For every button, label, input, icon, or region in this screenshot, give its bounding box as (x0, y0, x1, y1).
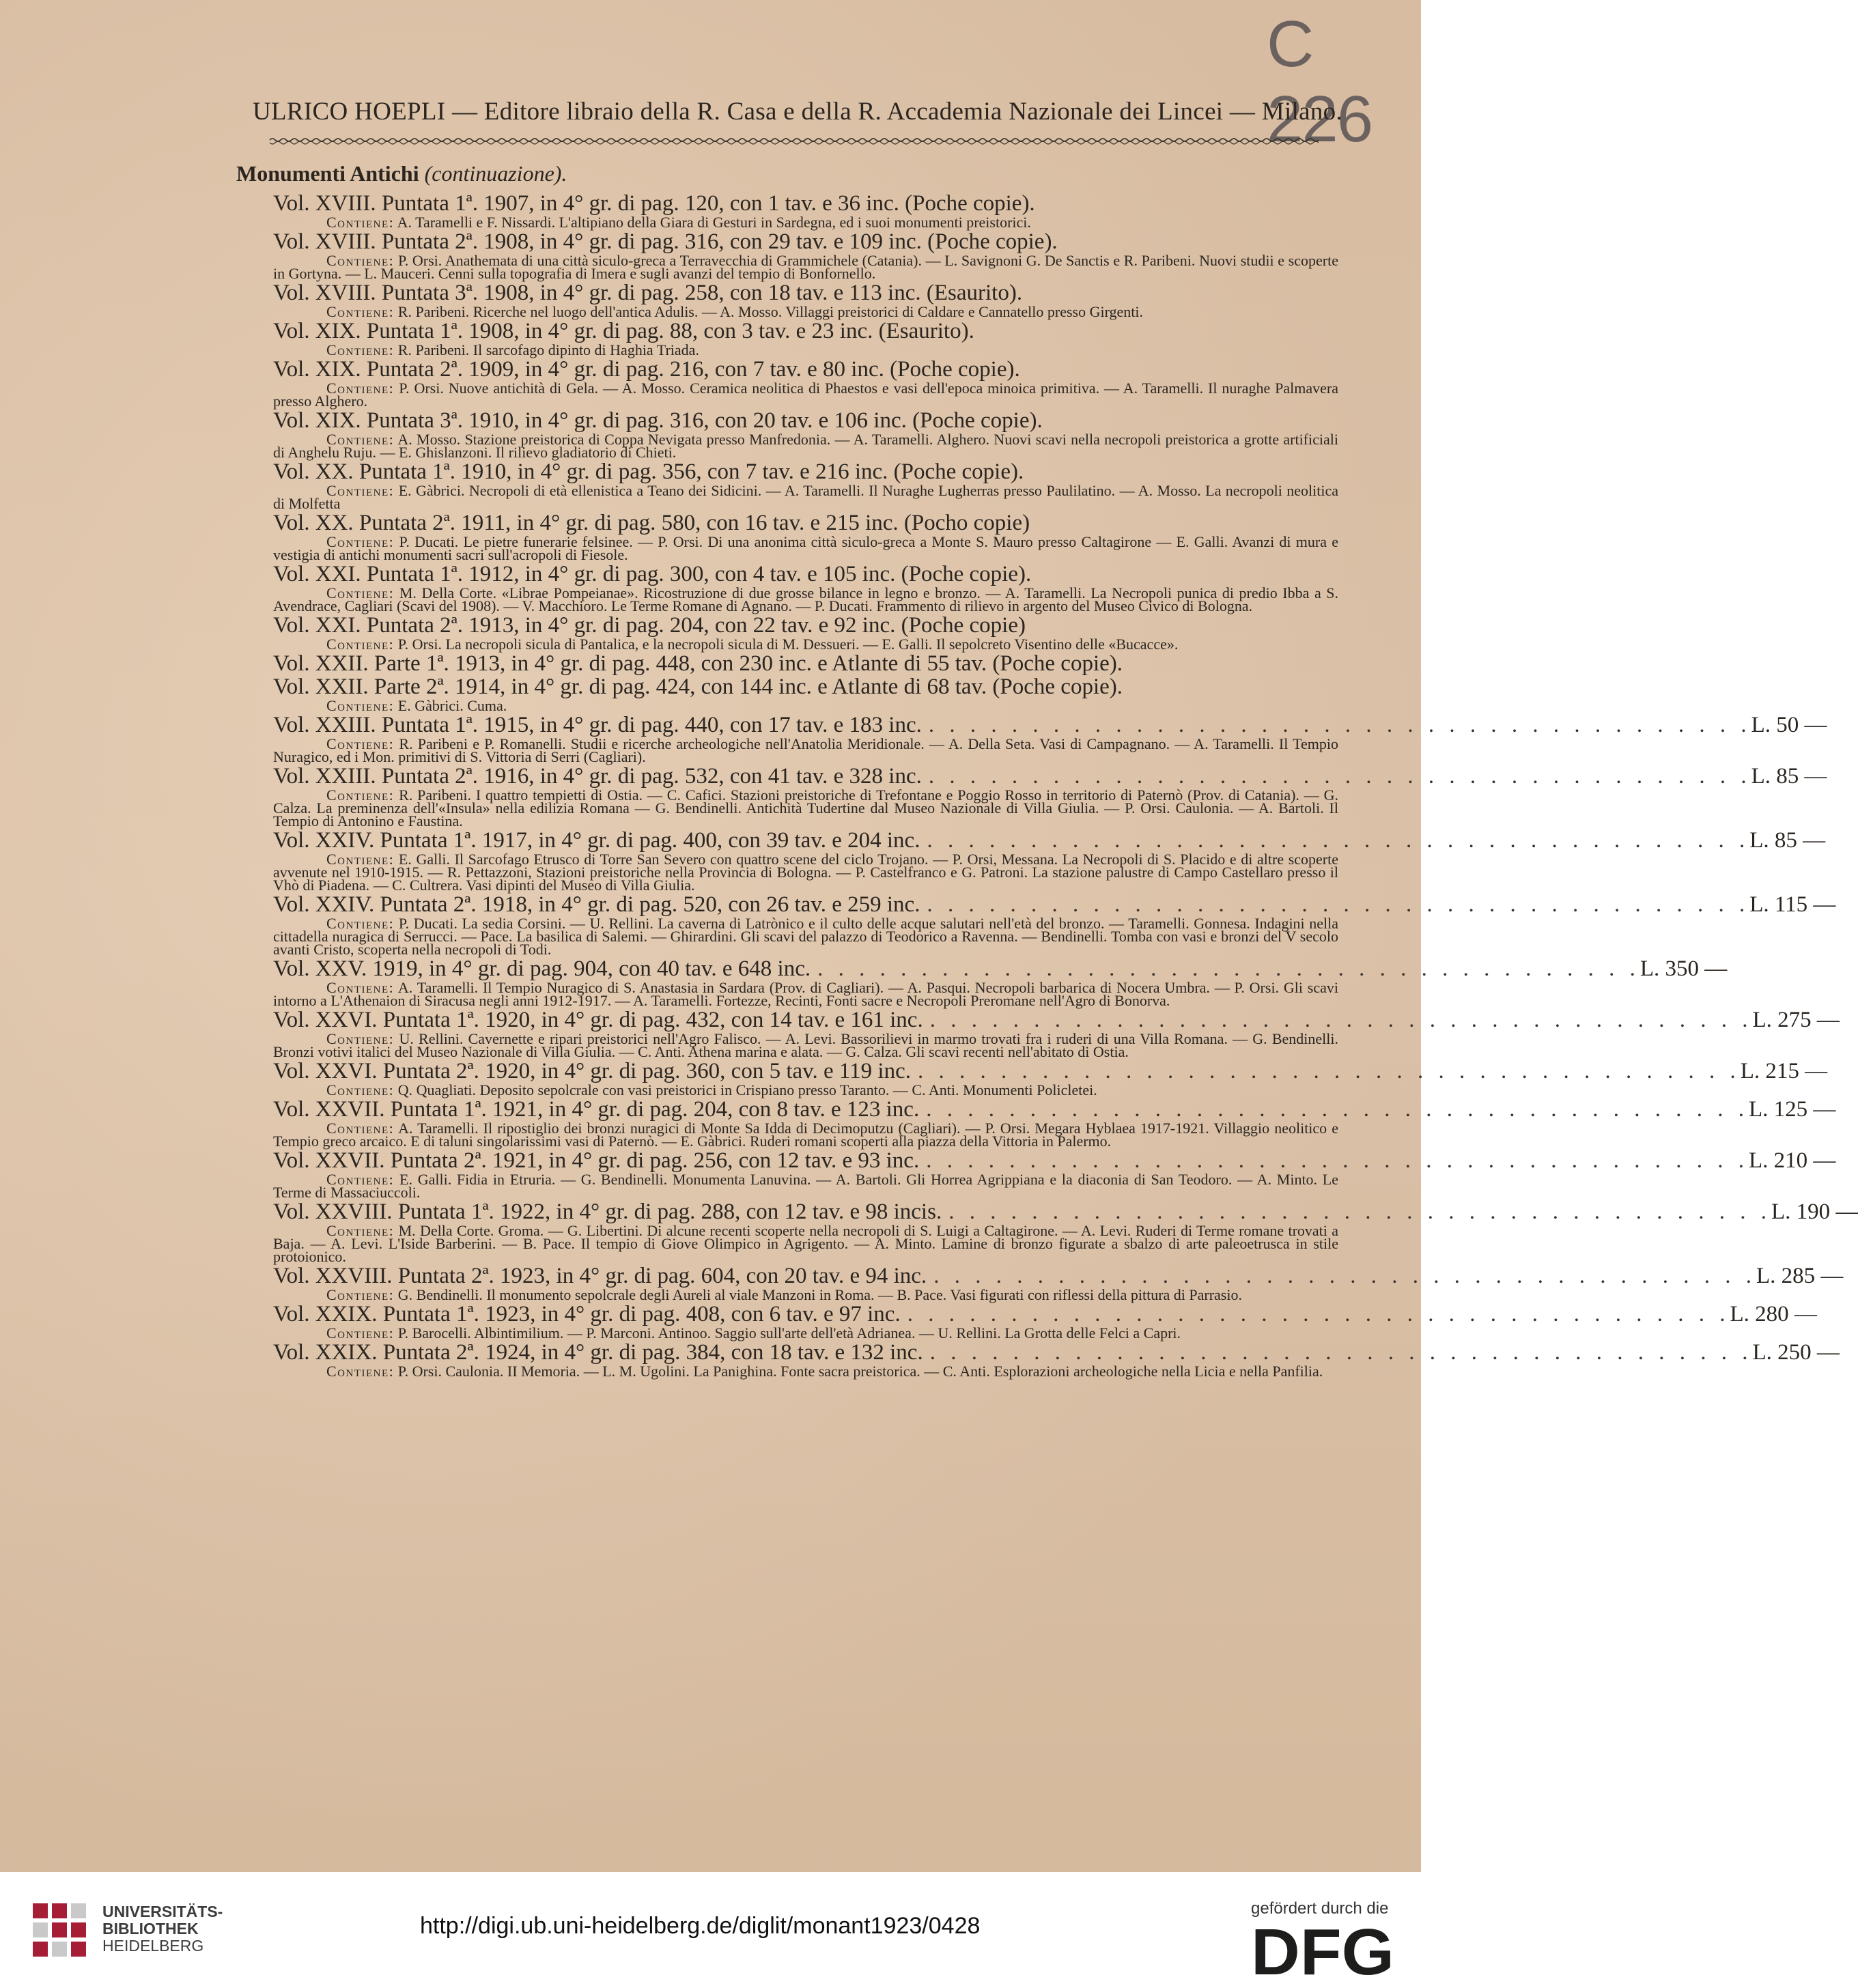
leader-dots: . . . . . . . . . . . . . . . . . . . . . . . . . . . . . . . . . . . . . . . . (817, 956, 1640, 981)
contents-text: A. Mosso. Stazione preistorica di Coppa Nevigata presso Manfredonia. — A. Taramelli. Alghero. Nuovi scavi nella necropoli preistorica a grotte artificiali di Anghelu Ruju. — E. Ghislanzoni. Il rilievo gladiatorio di Chieti. (273, 431, 1338, 461)
contents-text: G. Bendinelli. Il monumento sepolcrale degli Aureli al viale Manzoni in Roma. — B. Pace. Vasi figurati con riflessi della pittura di Parrasio. (397, 1286, 1242, 1303)
volume-listing (273, 191, 1858, 1380)
volume-price: L. 210 — (1748, 1148, 1836, 1173)
volume-heading-text: Vol. XXIX. Puntata 2ª. 1924, in 4° gr. di pag. 384, con 18 tav. e 132 inc. (273, 1340, 923, 1365)
volume-entry (273, 828, 1826, 894)
volume-entry (273, 764, 1827, 829)
volume-entry (273, 410, 1338, 459)
volume-contents (273, 254, 1338, 280)
volume-heading-text: Vol. XXIII. Puntata 1ª. 1915, in 4° gr. di pag. 440, con 17 tav. e 183 inc. (273, 713, 922, 737)
volume-heading-text: Vol. XXIV. Puntata 1ª. 1917, in 4° gr. di pag. 400, con 39 tav. e 204 inc. (273, 828, 920, 853)
contents-label: Contiene: (326, 735, 395, 752)
volume-contents (273, 917, 1338, 956)
volume-entry (273, 282, 1338, 318)
volume-heading (273, 1340, 1840, 1365)
permalink-url[interactable]: http://digi.ub.uni-heidelberg.de/diglit/monant1923/0428 (420, 1913, 981, 1939)
contents-label: Contiene: (326, 1171, 395, 1188)
volume-heading-text: Vol. XXVII. Puntata 1ª. 1921, in 4° gr. di pag. 204, con 8 tav. e 123 inc. (273, 1097, 920, 1122)
volume-contents (273, 981, 1338, 1007)
contents-label: Contiene: (326, 380, 395, 397)
volume-entry (273, 1264, 1844, 1303)
volume-heading (273, 461, 1338, 484)
volume-contents (273, 737, 1338, 763)
volume-heading-text: Vol. XVIII. Puntata 2ª. 1908, in 4° gr. di pag. 316, con 29 tav. e 109 inc. (Poche copie). (273, 229, 1058, 254)
volume-heading-text: Vol. XXI. Puntata 2ª. 1913, in 4° gr. di pag. 204, con 22 tav. e 92 inc. (Poche copie) (273, 613, 1026, 638)
contents-label: Contiene: (326, 431, 395, 448)
volume-contents (273, 484, 1338, 510)
contents-label: Contiene: (326, 303, 395, 320)
volume-contents (273, 1032, 1338, 1058)
contents-label: Contiene: (326, 697, 395, 714)
leader-dots: . . . . . . . . . . . . . . . . . . . . . . . . . . . . . . . . . . . . . . . . (929, 1340, 1753, 1365)
volume-contents (273, 1326, 1338, 1339)
contents-text: P. Orsi. Caulonia. II Memoria. — L. M. Ugolini. La Panighina. Fonte sacra preistorica. — C. Anti. Esplorazioni archeologiche nella Licia e nella Panfilia. (397, 1363, 1323, 1380)
leader-dots: . . . . . . . . . . . . . . . . . . . . . . . . . . . . . . . . . . . . . . . . (926, 1097, 1749, 1122)
leader-dots: . . . . . . . . . . . . . . . . . . . . . . . . . . . . . . . . . . . . . . . . (928, 764, 1751, 789)
volume-entry (273, 512, 1338, 561)
volume-heading-text: Vol. XX. Puntata 2ª. 1911, in 4° gr. di pag. 580, con 16 tav. e 215 inc. (Pocho copie) (273, 511, 1030, 535)
volume-contents (273, 343, 1338, 356)
volume-heading-text: Vol. XXI. Puntata 1ª. 1912, in 4° gr. di pag. 300, con 4 tav. e 105 inc. (Poche copie). (273, 562, 1032, 586)
volume-heading-text: Vol. XIX. Puntata 1ª. 1908, in 4° gr. di pag. 88, con 3 tav. e 23 inc. (Esaurito). (273, 319, 974, 343)
leader-dots: . . . . . . . . . . . . . . . . . . . . . . . . . . . . . . . . . . . . . . . . (927, 892, 1750, 917)
contents-label: Contiene: (326, 341, 395, 358)
volume-heading (273, 1059, 1828, 1083)
contents-label: Contiene: (326, 1363, 395, 1380)
volume-contents (273, 1224, 1338, 1263)
contents-label: Contiene: (326, 636, 395, 653)
volume-entry (273, 193, 1338, 229)
volume-entry (273, 358, 1338, 408)
volume-entry (273, 1097, 1836, 1150)
volume-heading (273, 828, 1826, 853)
volume-heading (273, 713, 1827, 737)
volume-entry (273, 1148, 1836, 1201)
contents-text: P. Orsi. Nuove antichità di Gela. — A. Mosso. Ceramica neolitica di Phaestos e vasi dell'epoca minoica primitiva. — A. Taramelli. Il nuraghe Palmavera presso Alghero. (273, 380, 1339, 410)
volume-contents (273, 1365, 1338, 1378)
contents-label: Contiene: (326, 915, 395, 932)
volume-price: L. 285 — (1756, 1264, 1844, 1288)
contents-label: Contiene: (326, 584, 395, 601)
volume-contents (273, 1083, 1338, 1096)
volume-heading (273, 1199, 1858, 1224)
volume-entry (273, 1008, 1840, 1060)
volume-heading-text: Vol. XXVI. Puntata 2ª. 1920, in 4° gr. di pag. 360, con 5 tav. e 119 inc. (273, 1059, 911, 1083)
contents-text: A. Taramelli e F. Nissardi. L'altipiano della Giara di Gesturi in Sardegna, ed i suoi monumenti preistorici. (397, 214, 1031, 231)
section-title (236, 161, 567, 186)
volume-price: L. 125 — (1748, 1097, 1836, 1122)
funder-label: gefördert durch die (1251, 1899, 1389, 1918)
volume-heading-text: Vol. XXV. 1919, in 4° gr. di pag. 904, con 40 tav. e 648 inc. (273, 956, 811, 981)
volume-heading (273, 410, 1338, 433)
contents-text: P. Barocelli. Albintimilium. — P. Marconi. Antinoo. Saggio sull'arte dell'età Adrianea. — U. Rellini. La Grotta delle Felci a Capri. (397, 1324, 1181, 1341)
volume-price: L. 250 — (1752, 1340, 1840, 1365)
dfg-logo-text: DFG (1251, 1916, 1394, 1988)
volume-contents (273, 535, 1338, 561)
volume-heading (273, 614, 1338, 638)
volume-entry (273, 713, 1827, 765)
volume-price: L. 85 — (1749, 828, 1826, 853)
publisher-header: ULRICO HOEPLI — Editore libraio della R. Casa e della R. Accademia Nazionale dei Lincei — Milano. (253, 98, 1343, 126)
volume-heading (273, 193, 1338, 216)
library-name-line: UNIVERSITÄTS- (102, 1903, 223, 1920)
volume-contents (273, 1122, 1338, 1148)
contents-label: Contiene: (326, 851, 395, 868)
volume-heading-text: Vol. XXIX. Puntata 1ª. 1923, in 4° gr. di pag. 408, con 6 tav. e 97 inc. (273, 1302, 901, 1326)
dfg-logo-icon[interactable] (1251, 1916, 1401, 1988)
leader-dots: . . . . . . . . . . . . . . . . . . . . . . . . . . . . . . . . . . . . . . . . (929, 1008, 1753, 1032)
contents-label: Contiene: (326, 1120, 395, 1137)
leader-dots: . . . . . . . . . . . . . . . . . . . . . . . . . . . . . . . . . . . . . . . . (933, 1264, 1756, 1288)
volume-heading (273, 1097, 1836, 1122)
library-name (102, 1903, 223, 1955)
library-name-line: HEIDELBERG (102, 1937, 204, 1955)
contents-label: Contiene: (326, 1222, 395, 1239)
contents-text: A. Taramelli. Il Tempio Nuragico di S. Anastasia in Sardara (Prov. di Cagliari). — A. Pasqui. Necropoli barbarica di Nocera Umbra. — P. Orsi. Gli scavi intorno a L'Athenaion di Siracusa negli anni 1912-1917. — A. Taramelli. Fortezze, Recinti, Fonti sacre e Necropoli Preromane nell'Agro di Bonorva. (273, 979, 1338, 1009)
volume-entry (273, 956, 1728, 1009)
volume-price: L. 215 — (1740, 1059, 1828, 1083)
contents-text: E. Gàbrici. Necropoli di età ellenistica a Teano dei Sidicini. — A. Taramelli. Il Nuraghe Lugherras presso Paulilatino. — A. Mosso. La necropoli neolitica di Molfetta (273, 482, 1338, 512)
volume-heading (273, 512, 1338, 535)
volume-heading-text: Vol. XXVI. Puntata 1ª. 1920, in 4° gr. di pag. 432, con 14 tav. e 161 inc. (273, 1008, 923, 1032)
volume-heading-text: Vol. XX. Puntata 1ª. 1910, in 4° gr. di pag. 356, con 7 tav. e 216 inc. (Poche copie). (273, 459, 1024, 484)
volume-price: L. 190 — (1771, 1199, 1858, 1224)
contents-text: R. Paribeni e P. Romanelli. Studii e ricerche archeologiche nell'Anatolia Meridionale. — A. Della Seta. Vasi di Campagnano. — A. Taramelli. Il Tempio Nuragico, ed i Mon. primitivi di S. Vittoria di Serri (Cagliari). (273, 735, 1338, 765)
volume-entry (273, 1340, 1840, 1380)
contents-text: E. Galli. Il Sarcofago Etrusco di Torre San Severo con quattro scene del ciclo Trojano. — P. Orsi, Messana. La Necropoli di S. Placido e di altre scoperte avvenute nel 1910-1915. — R. Pettazzoni, Stazioni preistoriche nella Provincia di Bologna. — P. Castelfranco e G. Patroni. La stazione palustre di Campo Castellaro presso il Vhò di Piadena. — C. Cultrera. Vasi dipinti del Museo di Villa Giulia. (273, 851, 1338, 894)
contents-label: Contiene: (326, 252, 395, 269)
contents-text: P. Ducati. Le pietre funerarie felsinee. — P. Orsi. Di una anonima città siculo-greca a Monte S. Mauro presso Caltagirone — E. Galli. Avanzi di mura e vestigia di antichi monumenti sacri sull'acropoli di Fiesole. (273, 533, 1338, 563)
volume-heading (273, 231, 1338, 254)
leader-dots: . . . . . . . . . . . . . . . . . . . . . . . . . . . . . . . . . . . . . . . . (926, 1148, 1749, 1173)
contents-text: R. Paribeni. Ricerche nel luogo dell'antica Adulis. — A. Mosso. Villaggi preistorici di Caldare e Cannatello presso Girgenti. (397, 303, 1144, 320)
leader-dots: . . . . . . . . . . . . . . . . . . . . . . . . . . . . . . . . . . . . . . . . (928, 713, 1751, 737)
volume-contents (273, 433, 1338, 459)
ub-heidelberg-logo-icon[interactable] (30, 1901, 89, 1959)
contents-text: U. Rellini. Cavernette e ripari preistorici nell'Agro Falisco. — A. Levi. Bassorilievi in marmo trovati fra i ruderi di una Villa Romana. — G. Bendinelli. Bronzi votivi italici del Museo Nazionale di Villa Giulia. — C. Anti. Athena marina e alata. — G. Calza. Gli scavi recenti nell'abitato di Ostia. (273, 1030, 1339, 1060)
contents-label: Contiene: (326, 1286, 395, 1303)
decorative-wavy-rule (270, 137, 1318, 146)
contents-text: E. Galli. Fidia in Etruria. — G. Bendinelli. Monumenta Lanuvina. — A. Bartoli. Gli Horrea Agrippiana e la diaconia di San Teodoro. — A. Minto. Le Terme di Massaciuccoli. (273, 1171, 1339, 1201)
volume-heading (273, 1008, 1840, 1032)
volume-heading-text: Vol. XXIII. Puntata 2ª. 1916, in 4° gr. di pag. 532, con 41 tav. e 328 inc. (273, 764, 922, 789)
volume-entry (273, 231, 1338, 280)
volume-contents (273, 382, 1338, 408)
section-subtitle: (continuazione). (424, 161, 567, 186)
leader-dots: . . . . . . . . . . . . . . . . . . . . . . . . . . . . . . . . . . . . . . . . (907, 1302, 1730, 1326)
leader-dots: . . . . . . . . . . . . . . . . . . . . . . . . . . . . . . . . . . . . . . . . (948, 1199, 1771, 1224)
volume-entry (273, 653, 1338, 676)
volume-heading (273, 320, 1338, 343)
volume-heading (273, 282, 1338, 305)
volume-price: L. 280 — (1730, 1302, 1817, 1326)
volume-contents (273, 786, 1338, 829)
volume-entry (273, 1199, 1858, 1265)
volume-heading (273, 1302, 1817, 1326)
contents-label: Contiene: (326, 786, 395, 804)
volume-heading (273, 956, 1728, 981)
volume-contents (273, 1173, 1338, 1199)
volume-heading (273, 563, 1338, 586)
leader-dots: . . . . . . . . . . . . . . . . . . . . . . . . . . . . . . . . . . . . . . . . (917, 1059, 1741, 1083)
volume-heading (273, 676, 1338, 699)
volume-price: L. 115 — (1749, 892, 1836, 917)
volume-contents (273, 216, 1338, 229)
contents-label: Contiene: (326, 979, 395, 996)
volume-heading-text: Vol. XIX. Puntata 2ª. 1909, in 4° gr. di pag. 216, con 7 tav. e 80 inc. (Poche copie). (273, 357, 1020, 382)
volume-heading-text: Vol. XXII. Parte 1ª. 1913, in 4° gr. di pag. 448, con 230 inc. e Atlante di 55 tav. (Poche copie). (273, 651, 1123, 676)
volume-price: L. 275 — (1752, 1008, 1840, 1032)
volume-heading-text: Vol. XVIII. Puntata 1ª. 1907, in 4° gr. di pag. 120, con 1 tav. e 36 inc. (Poche copie). (273, 191, 1035, 216)
handwritten-annotation: C 226 (1267, 8, 1373, 156)
volume-entry (273, 461, 1338, 510)
volume-contents (273, 638, 1338, 651)
contents-label: Contiene: (326, 1081, 395, 1098)
volume-price: L. 350 — (1639, 956, 1728, 981)
contents-text: R. Paribeni. Il sarcofago dipinto di Haghia Triada. (397, 341, 699, 358)
leader-dots: . . . . . . . . . . . . . . . . . . . . . . . . . . . . . . . . . . . . . . . . (927, 828, 1750, 853)
section-title-text: Monumenti Antichi (236, 161, 419, 186)
volume-contents (273, 699, 1338, 712)
volume-heading-text: Vol. XXII. Parte 2ª. 1914, in 4° gr. di pag. 424, con 144 inc. e Atlante di 68 tav. (Poche copie). (273, 674, 1123, 699)
volume-contents (273, 1288, 1338, 1301)
volume-heading-text: Vol. XVIII. Puntata 3ª. 1908, in 4° gr. di pag. 258, con 18 tav. e 113 inc. (Esaurito). (273, 281, 1023, 305)
contents-text: P. Orsi. La necropoli sicula di Pantalica, e la necropoli sicula di M. Dessueri. — E. Galli. Il sepolcreto Visentino delle «Bucacce». (397, 636, 1179, 653)
volume-heading-text: Vol. XIX. Puntata 3ª. 1910, in 4° gr. di pag. 316, con 20 tav. e 106 inc. (Poche copie). (273, 408, 1043, 433)
contents-label: Contiene: (326, 533, 395, 550)
contents-label: Contiene: (326, 482, 395, 499)
volume-price: L. 85 — (1751, 764, 1827, 789)
contents-text: M. Della Corte. Groma. — G. Libertini. Di alcune recenti scoperte nella necropoli di S. Luigi a Caltagirone. — A. Levi. Ruderi di Terme romane trovati a Baja. — A. Levi. L'Iside Barberini. — B. Pace. Il tempio di Giove Olimpico in Agrigento. — A. Minto. Lamine di bronzo figurate a sbalzo di arte paleoetrusca in stile protoionico. (273, 1222, 1338, 1265)
volume-heading-text: Vol. XXVII. Puntata 2ª. 1921, in 4° gr. di pag. 256, con 12 tav. e 93 inc. (273, 1148, 920, 1173)
footer-bar (0, 1872, 1421, 1988)
contents-label: Contiene: (326, 214, 395, 231)
contents-text: E. Gàbrici. Cuma. (397, 697, 507, 714)
volume-entry (273, 563, 1338, 612)
contents-text: Q. Quagliati. Deposito sepolcrale con vasi preistorici in Crispiano presso Taranto. — C. Anti. Monumenti Policletei. (397, 1081, 1097, 1098)
volume-heading (273, 1148, 1836, 1173)
volume-heading (273, 653, 1338, 676)
volume-entry (273, 892, 1836, 958)
volume-entry (273, 320, 1338, 356)
volume-heading-text: Vol. XXVIII. Puntata 1ª. 1922, in 4° gr. di pag. 288, con 12 tav. e 98 incis. (273, 1199, 942, 1224)
volume-heading (273, 358, 1338, 382)
contents-label: Contiene: (326, 1030, 395, 1047)
volume-contents (273, 853, 1338, 892)
volume-heading-text: Vol. XXVIII. Puntata 2ª. 1923, in 4° gr. di pag. 604, con 20 tav. e 94 inc. (273, 1264, 927, 1288)
library-name-line: BIBLIOTHEK (102, 1920, 199, 1937)
volume-heading (273, 764, 1827, 789)
volume-entry (273, 676, 1338, 712)
volume-entry (273, 1059, 1828, 1098)
contents-text: R. Paribeni. I quattro tempietti di Ostia. — C. Cafici. Stazioni preistoriche di Trefontane e Poggio Rosso in territorio di Paternò (Prov. di Catania). — G. Calza. La preminenza dell'«Insula» nella edilizia Romana — G. Bendinelli. Antichità Tudertine dal Museo Nazionale di Villa Giulia. — P. Orsi. Caulonia. — A. Bartoli. Il Tempio di Antonino e Faustina. (273, 786, 1338, 829)
volume-heading-text: Vol. XXIV. Puntata 2ª. 1918, in 4° gr. di pag. 520, con 26 tav. e 259 inc. (273, 892, 920, 917)
contents-label: Contiene: (326, 1324, 395, 1341)
contents-text: A. Taramelli. Il ripostiglio dei bronzi nuragici di Monte Sa Idda di Decimoputzu (Cagliari). — P. Orsi. Megara Hyblaea 1917-1921. Villaggio neolitico e Tempio greco arcaico. E di taluni singolarissimi vasi di Paternò. — E. Gàbrici. Ruderi romani scoperti alla piazza della Vittoria in Palermo. (273, 1120, 1338, 1150)
volume-contents (273, 586, 1338, 612)
volume-contents (273, 305, 1338, 318)
contents-text: P. Orsi. Anathemata di una città siculo-greca a Terravecchia di Grammichele (Catania). — L. Savignoni G. De Sanctis e R. Paribeni. Nuovi studii e scoperte in Gortyna. — L. Mauceri. Cenni sulla topografia di Imera e sugli avanzi del tempio di Bonfornello. (273, 252, 1339, 282)
volume-heading (273, 1264, 1844, 1288)
volume-price: L. 50 — (1751, 713, 1827, 737)
volume-heading (273, 892, 1836, 917)
contents-text: M. Della Corte. «Librae Pompeianae». Ricostruzione di due grosse bilance in legno e bronzo. — A. Taramelli. La Necropoli punica di predio Ibba a S. Avendrace, Cagliari (Scavi del 1908). — V. Macchioro. Le Terme Romane di Agnano. — P. Ducati. Frammento di rilievo in argento del Museo Civico di Bologna. (273, 584, 1339, 614)
contents-text: P. Ducati. La sedia Corsini. — U. Rellini. La caverna di Latrònico e il culto delle acque salutari nell'età del bronzo. — Taramelli. Gonnesa. Indagini nella cittadella nuragica di Serrucci. — Pace. La basilica di Salemi. — Ghirardini. Gli scavi del palazzo di Teodorico a Ravenna. — Bendinelli. Tomba con vasi e bronzi del V secolo avanti Cristo, scoperta nella necropoli di Todi. (273, 915, 1339, 958)
volume-entry (273, 614, 1338, 651)
volume-entry (273, 1302, 1817, 1341)
